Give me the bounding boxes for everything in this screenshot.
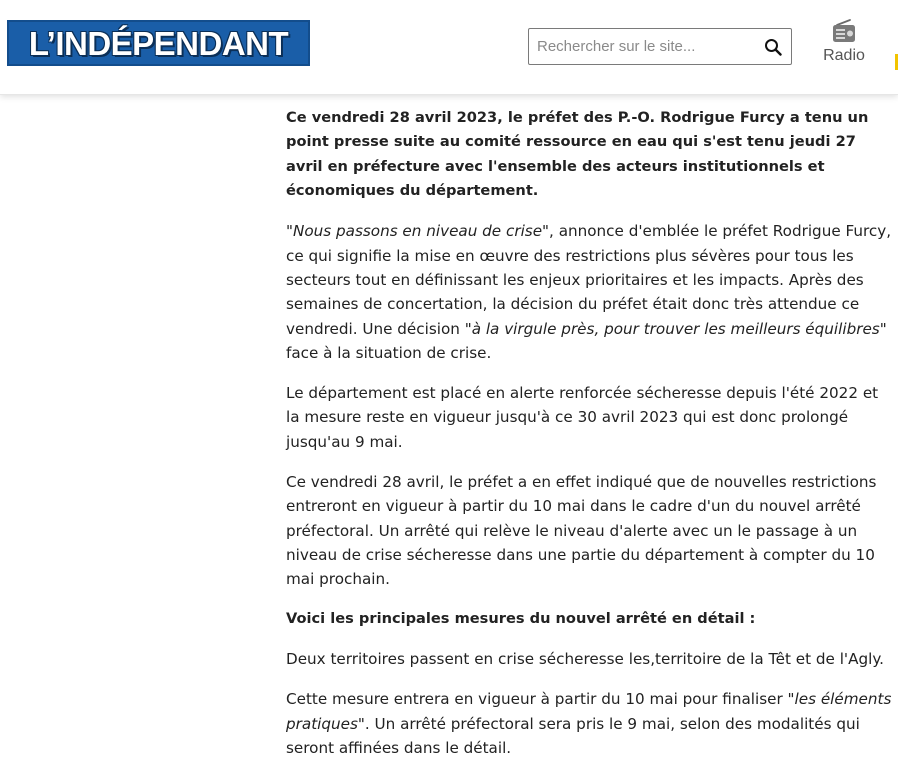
search-input[interactable] — [529, 29, 754, 64]
article-subheading: Voici les principales mesures du nouvel arrêté en détail : — [286, 610, 756, 628]
site-logo[interactable] — [7, 20, 310, 66]
quote: "Nous passons en niveau de crise" — [286, 222, 550, 241]
article-body — [286, 106, 892, 776]
quote: "à la virgule près, pour trouver les meilleurs équilibres" — [464, 319, 887, 338]
site-header — [0, 0, 898, 95]
article-lead: Ce vendredi 28 avril 2023, le préfet des P.-O. Rodrigue Furcy a tenu un point presse suite au comité ressource en eau qui s'est tenu jeudi 27 avril en préfecture avec l'ensemble des acteurs institutionnels et économiques du département. — [286, 109, 869, 200]
logo-text: L’INDÉPENDANT — [28, 24, 289, 62]
article-paragraph: Deux territoires passent en crise sécheresse les,territoire de la Têt et de l'Agly. — [286, 650, 884, 669]
article-paragraph — [286, 687, 892, 760]
radio-label: Radio — [823, 47, 865, 64]
radio-link[interactable] — [817, 18, 871, 74]
radio-icon — [831, 18, 857, 44]
article-paragraph — [286, 219, 892, 365]
article-paragraph: Ce vendredi 28 avril, le préfet a en effet indiqué que de nouvelles restrictions entreront en vigueur à partir du 10 mai dans le cadre d'un du nouvel arrêté préfectoral. Un arrêté qui relève le niveau d'alerte avec un le passage à un niveau de crise sécheresse dans une partie du département à compter du 10 mai prochain. — [286, 472, 877, 589]
paragraph-text: Cette mesure entrera en vigueur à partir du 10 mai pour finaliser — [286, 690, 788, 709]
search-box — [528, 28, 792, 65]
paragraph-text: , annonce d'emblée le préfet Rodrigue Furcy, ce qui signifie la mise en œuvre des restrictions plus sévères pour tous les secteurs tout en définissant les enjeux prioritaires et les impacts. Après des semaines de concertation, la décision du préfet était donc très attendue ce vendredi. Une décision — [286, 222, 892, 338]
search-icon — [764, 38, 782, 56]
paragraph-text: . Un arrêté préfectoral sera pris le 9 mai, selon des modalités qui seront affinées dans le détail. — [286, 714, 860, 757]
article-paragraph: Le département est placé en alerte renforcée sécheresse depuis l'été 2022 et la mesure reste en vigueur jusqu'à ce 30 avril 2023 qui est donc prolongé jusqu'au 9 mai. — [286, 384, 879, 451]
search-button[interactable] — [761, 35, 785, 59]
paragraph-text: face à la situation de crise. — [286, 344, 492, 363]
quote: "les éléments pratiques" — [286, 690, 892, 733]
